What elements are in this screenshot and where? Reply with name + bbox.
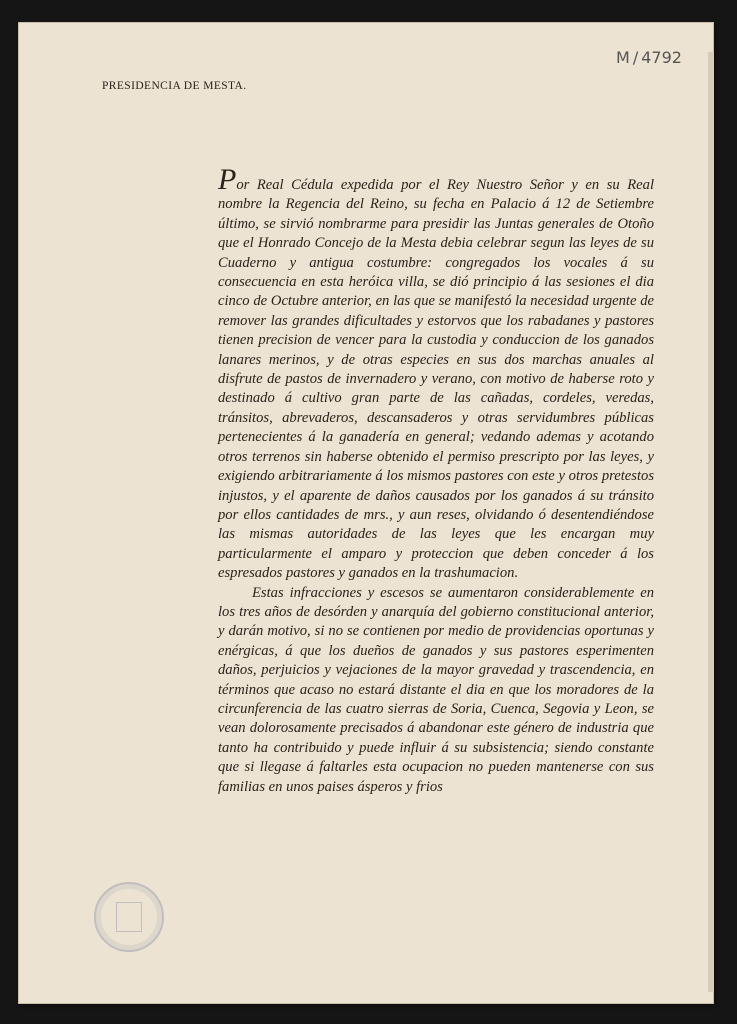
document-header: PRESIDENCIA DE MESTA. <box>102 80 247 92</box>
paragraph-1 <box>218 163 654 584</box>
document-body <box>218 163 654 797</box>
drop-cap: P <box>218 163 237 196</box>
stamp-shield-icon <box>116 902 142 932</box>
library-stamp-icon <box>94 882 164 952</box>
paragraph-1-text: or Real Cédula expedida por el Rey Nuestro Señor y en su Real nombre la Regencia del Reino, su fecha en Palacio á 12 de Setiembre último, se sirvió nombrarme para presidir las Juntas generales de Otoño que el Honrado Concejo de la Mesta debia celebrar segun las leyes de su Cuaderno y antigua costumbre: congregados los vocales á su consecuencia en esta heróica villa, se dió principio á las sesiones el dia cinco de Octubre anterior, en las que se manifestó la necesidad urgente de remover las grandes dificultades y estorvos que los rabadanes y pastores tienen precision de vencer para la custodia y conduccion de los ganados lanares merinos, y de otras especies en sus dos marchas anuales al disfrute de pastos de invernadero y verano, con motivo de haberse roto y destinado á cultivo gran parte de las cañadas, cordeles, veredas, tránsitos, abrevaderos, descansaderos y otras servidumbres públicas pertenecientes á la ganadería en general; vedando ademas y acotando otros terrenos sin haberse obtenido el permiso prescripto por las leyes, y exigiendo arbitrariamente á los mismos pastores con este y otros pretestos injustos, y el aparente de daños causados por los ganados á su tránsito por ellos cantidades de mrs., y aun reses, olvidando ó desentendiéndose las mismas autoridades de las leyes que les encargan muy particularmente el amparo y proteccion que deben conceder á los espresados pastores y ganados en la trashumacion. <box>218 177 654 582</box>
catalog-mark: M / 4792 <box>616 48 682 67</box>
paragraph-2: Estas infracciones y escesos se aumentaron considerablemente en los tres años de desórden y anarquía del gobierno constitucional anterior, y darán motivo, si no se contienen por medio de providencias oportunas y enérgicas, á que los dueños de ganados y sus pastores esperimenten daños, perjuicios y vejaciones de la mayor gravedad y trascendencia, en términos que acaso no estará distante el dia en que los moradores de la circunferencia de las cuatro sierras de Soria, Cuenca, Segovia y Leon, se vean dolorosamente precisados á abandonar este género de industria que tanto ha contribuido y puede influir á su subsistencia; siendo constante que si llegase á faltarles esta ocupacion no pueden mantenerse con sus familias en unos paises ásperos y frios <box>218 584 654 795</box>
document-page <box>18 22 714 1004</box>
catalog-prefix: M <box>616 48 630 67</box>
catalog-number: 4792 <box>641 48 682 67</box>
page-edge <box>708 52 714 992</box>
